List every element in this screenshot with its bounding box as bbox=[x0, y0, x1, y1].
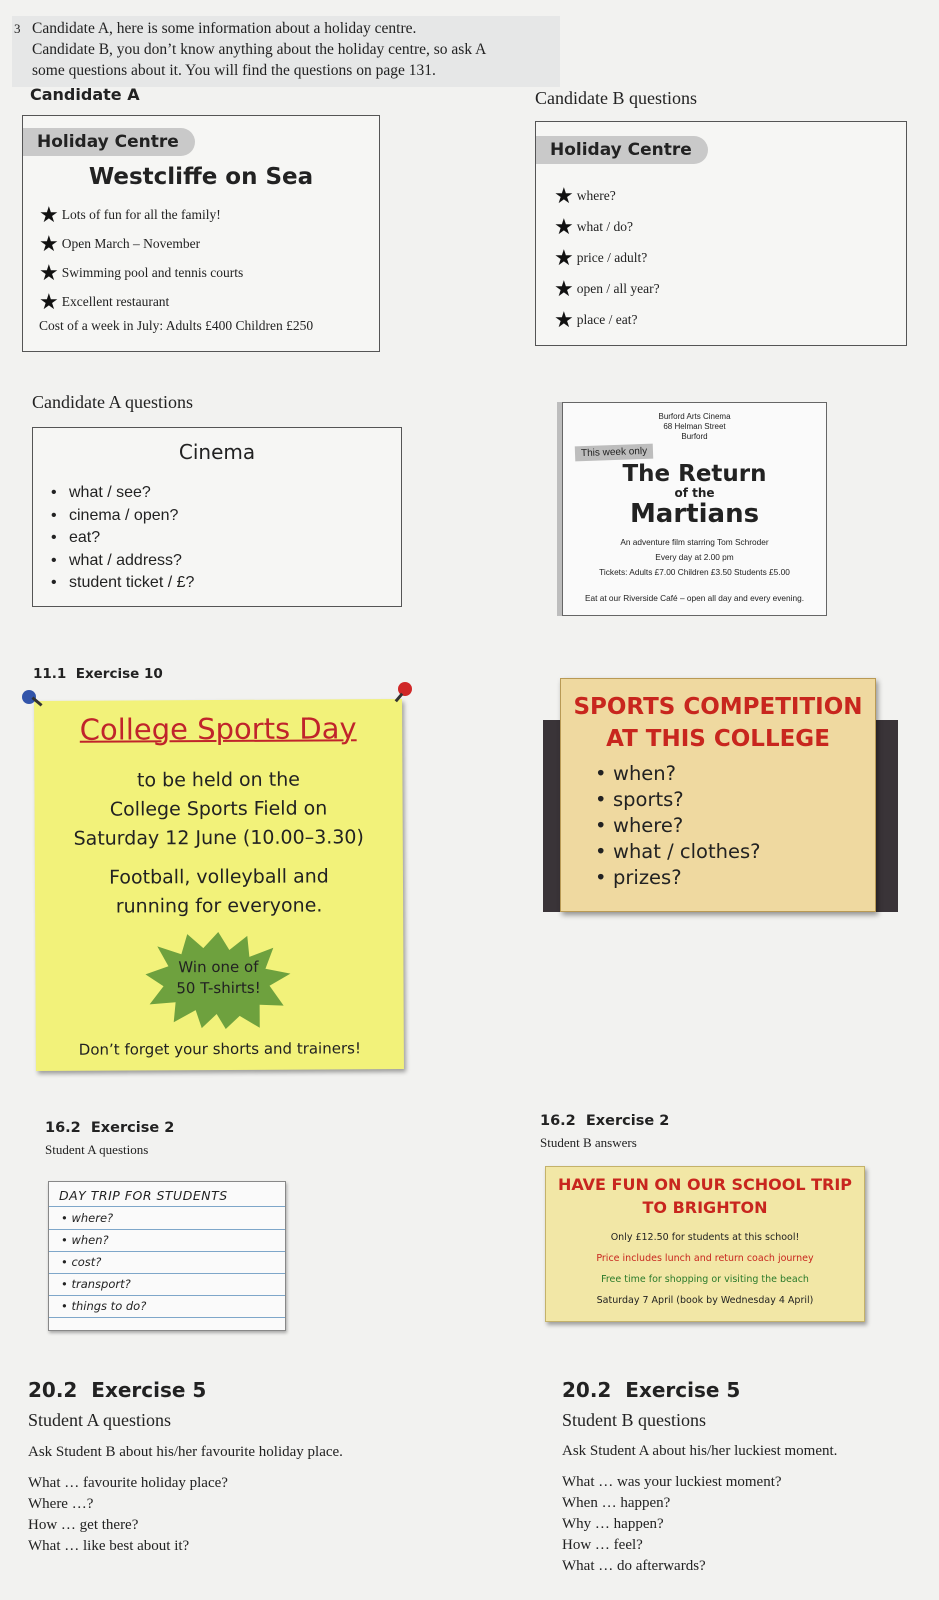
brighton-line-1: Only £12.50 for students at this school! bbox=[610, 1232, 800, 1243]
cinema-b-cafe: Eat at our Riverside Café – open all day and every evening. bbox=[584, 593, 805, 603]
holiday-a-item-1: ★ Lots of fun for all the family! bbox=[39, 201, 221, 227]
ex20b-instr: Ask Student A about his/her luckiest moment. bbox=[562, 1443, 838, 1459]
cinema-b-poster bbox=[562, 402, 827, 616]
sports-day-line-2: College Sports Field on bbox=[109, 797, 328, 821]
sports-comp-item-5: • prizes? bbox=[577, 865, 760, 891]
cinema-a-item-2: • cinema / open? bbox=[33, 505, 194, 528]
day-trip-item-3: • cost? bbox=[49, 1252, 285, 1274]
sports-day-line-3: Saturday 12 June (10.00–3.30) bbox=[73, 826, 364, 850]
day-trip-title: DAY TRIP FOR STUDENTS bbox=[59, 1188, 228, 1203]
cinema-b-tickets: Tickets: Adults £7.00 Children £3.50 Students £5.00 bbox=[599, 567, 790, 577]
ex20b-heading bbox=[562, 1378, 740, 1402]
ex20a-num: 20.2 bbox=[28, 1378, 78, 1402]
cinema-b-tag: This week only bbox=[575, 444, 654, 462]
ex16a-num: 16.2 bbox=[45, 1120, 81, 1136]
day-trip-card bbox=[48, 1181, 286, 1331]
holiday-b-item-1: ★ where? bbox=[554, 182, 616, 208]
ex16a-label: Exercise 2 bbox=[90, 1120, 175, 1136]
candidate-b-heading: Candidate B questions bbox=[535, 88, 697, 108]
intro-number: 3 bbox=[14, 21, 21, 36]
burst-line-1: Win one of bbox=[178, 957, 259, 977]
brighton-trip-card bbox=[545, 1166, 865, 1322]
cinema-a-card bbox=[32, 427, 402, 607]
star-icon: ★ bbox=[554, 275, 574, 301]
holiday-b-item-3: ★ price / adult? bbox=[554, 244, 648, 270]
holiday-b-item-4: ★ open / all year? bbox=[554, 275, 660, 301]
cinema-b-title-3: Martians bbox=[629, 499, 760, 529]
holiday-b-item-5: ★ place / eat? bbox=[554, 306, 638, 332]
star-icon: ★ bbox=[39, 201, 59, 227]
holiday-centre-a-card bbox=[22, 115, 380, 352]
sports-comp-title-1: SPORTS COMPETITION bbox=[573, 694, 863, 720]
sports-comp-card bbox=[560, 678, 876, 912]
ex20b-q5: What … do afterwards? bbox=[562, 1558, 706, 1574]
ex20a-heading bbox=[28, 1378, 206, 1402]
cinema-a-heading: Candidate A questions bbox=[32, 392, 193, 412]
cinema-b-title-1: The Return bbox=[622, 461, 767, 487]
holiday-centre-a-pill: Holiday Centre bbox=[23, 128, 195, 156]
intro-line-1: Candidate A, here is some information about a holiday centre. bbox=[32, 20, 417, 37]
sports-comp-title-2: AT THIS COLLEGE bbox=[606, 726, 830, 752]
ex16a-heading bbox=[45, 1120, 174, 1136]
day-trip-item-1: • where? bbox=[49, 1208, 285, 1230]
ex20b-q3: Why … happen? bbox=[562, 1516, 664, 1532]
sports-day-sports-1: Football, volleyball and bbox=[109, 865, 329, 889]
ex20b-q2: When … happen? bbox=[562, 1495, 671, 1511]
sports-day-title: College Sports Day bbox=[79, 711, 357, 747]
ex16b-heading bbox=[540, 1113, 669, 1129]
ex20a-q1: What … favourite holiday place? bbox=[28, 1475, 228, 1491]
burst-line-2: 50 T-shirts! bbox=[176, 978, 261, 998]
ex20a-q2: Where …? bbox=[28, 1496, 94, 1512]
ex20b-num: 20.2 bbox=[562, 1378, 612, 1402]
ex11-num: 11.1 bbox=[33, 666, 67, 682]
intro-block bbox=[12, 16, 560, 87]
star-icon: ★ bbox=[554, 213, 574, 239]
star-icon: ★ bbox=[39, 259, 59, 285]
ex11-heading bbox=[33, 666, 163, 682]
candidate-a-heading: Candidate A bbox=[30, 85, 140, 104]
ex20b-label: Exercise 5 bbox=[625, 1378, 741, 1402]
ex20a-label: Exercise 5 bbox=[91, 1378, 207, 1402]
day-trip-item-2: • when? bbox=[49, 1230, 285, 1252]
cinema-a-item-5: • student ticket / £? bbox=[33, 572, 194, 595]
cinema-b-addr-2: 68 Helman Street bbox=[663, 422, 726, 431]
sports-comp-item-3: • where? bbox=[577, 813, 760, 839]
brighton-title-2: TO BRIGHTON bbox=[642, 1198, 768, 1217]
ex20b-sub: Student B questions bbox=[562, 1410, 707, 1430]
intro-line-2: Candidate B, you don’t know anything about the holiday centre, so ask A bbox=[32, 41, 487, 58]
ex16b-sub: Student B answers bbox=[540, 1135, 637, 1150]
brighton-line-2: Price includes lunch and return coach journey bbox=[596, 1253, 814, 1264]
holiday-a-item-4: ★ Excellent restaurant bbox=[39, 288, 170, 314]
cinema-b-addr-1: Burford Arts Cinema bbox=[658, 412, 731, 421]
ex20a-sub: Student A questions bbox=[28, 1410, 172, 1430]
ex20b-q1: What … was your luckiest moment? bbox=[562, 1474, 782, 1490]
ex20a-instr: Ask Student B about his/her favourite holiday place. bbox=[28, 1444, 343, 1460]
star-icon: ★ bbox=[554, 182, 574, 208]
cinema-a-item-3: • eat? bbox=[33, 527, 194, 550]
ex16b-label: Exercise 2 bbox=[585, 1113, 670, 1129]
star-icon: ★ bbox=[554, 244, 574, 270]
brighton-title-1: HAVE FUN ON OUR SCHOOL TRIP bbox=[557, 1175, 853, 1194]
cinema-a-title: Cinema bbox=[178, 440, 256, 464]
star-icon: ★ bbox=[554, 306, 574, 332]
cinema-b-addr-3: Burford bbox=[681, 432, 708, 441]
holiday-centre-a-title: Westcliffe on Sea bbox=[88, 164, 314, 190]
sports-day-footer: Don’t forget your shorts and trainers! bbox=[78, 1039, 361, 1059]
sports-day-note bbox=[34, 699, 404, 1071]
ex20a-q4: What … like best about it? bbox=[28, 1538, 190, 1554]
ex20a-q3: How … get there? bbox=[28, 1517, 139, 1533]
ex16b-num: 16.2 bbox=[540, 1113, 576, 1129]
ex20b-q4: How … feel? bbox=[562, 1537, 643, 1553]
sports-day-sports-2: running for everyone. bbox=[115, 894, 323, 918]
star-icon: ★ bbox=[39, 288, 59, 314]
cinema-a-item-4: • what / address? bbox=[33, 550, 194, 573]
holiday-a-item-3: ★ Swimming pool and tennis courts bbox=[39, 259, 244, 285]
holiday-b-item-2: ★ what / do? bbox=[554, 213, 633, 239]
brighton-line-4: Saturday 7 April (book by Wednesday 4 April) bbox=[596, 1295, 814, 1306]
sports-comp-item-2: • sports? bbox=[577, 787, 760, 813]
ex16a-sub: Student A questions bbox=[45, 1142, 149, 1157]
star-icon: ★ bbox=[39, 230, 59, 256]
holiday-centre-b-pill: Holiday Centre bbox=[536, 136, 708, 164]
day-trip-item-5: • things to do? bbox=[49, 1296, 285, 1318]
brighton-line-3: Free time for shopping or visiting the beach bbox=[601, 1274, 809, 1285]
cinema-b-time: Every day at 2.00 pm bbox=[655, 552, 734, 562]
day-trip-item-4: • transport? bbox=[49, 1274, 285, 1296]
cinema-b-desc: An adventure film starring Tom Schroder bbox=[620, 537, 769, 547]
sports-day-line-1: to be held on the bbox=[136, 768, 300, 792]
intro-line-3: some questions about it. You will find the questions on page 131. bbox=[32, 62, 436, 79]
sports-comp-item-4: • what / clothes? bbox=[577, 839, 760, 865]
cinema-b-title-2: of the bbox=[674, 486, 715, 500]
ex11-label: Exercise 10 bbox=[75, 666, 163, 682]
holiday-centre-b-card bbox=[535, 121, 907, 346]
cinema-a-item-1: • what / see? bbox=[33, 482, 194, 505]
sports-comp-item-1: • when? bbox=[577, 761, 760, 787]
holiday-a-item-2: ★ Open March – November bbox=[39, 230, 201, 256]
holiday-a-cost: Cost of a week in July: Adults £400 Children £250 bbox=[39, 318, 314, 333]
